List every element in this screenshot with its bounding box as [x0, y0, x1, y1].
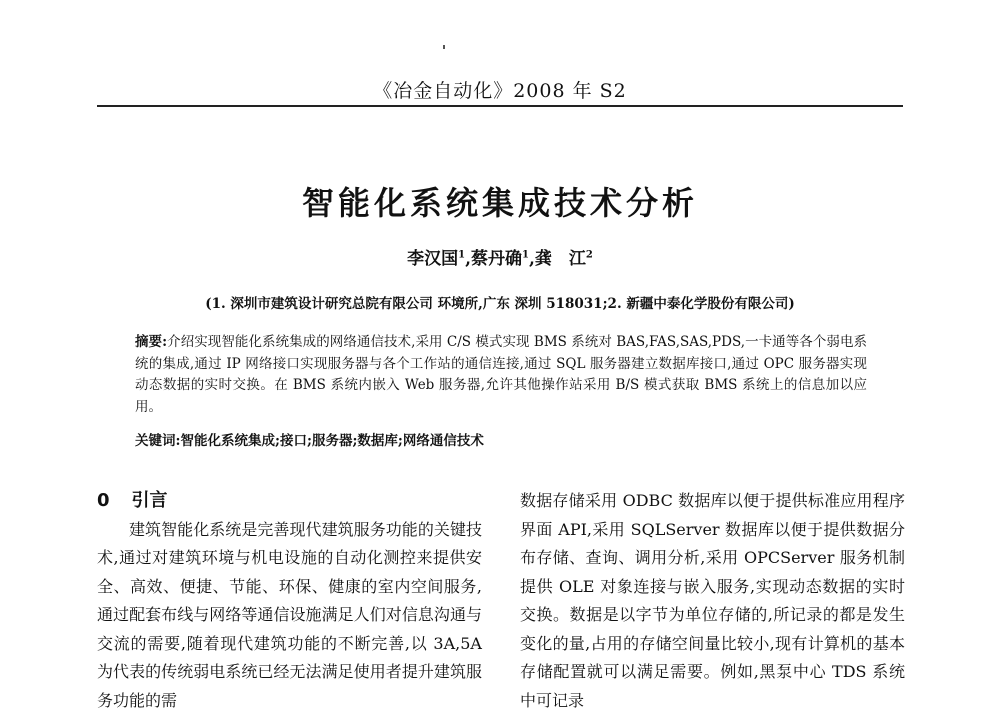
author-separator: , [465, 249, 471, 269]
author-separator: , [529, 249, 535, 269]
section-title: 引言 [132, 490, 168, 511]
author-name: 龚 江 [535, 249, 586, 269]
abstract-label: 摘要: [135, 334, 167, 350]
affiliation: (1. 深圳市建筑设计研究总院有限公司 环境所,广东 深圳 518031;2. 新疆中泰化学股份有限公司) [0, 292, 1000, 312]
abstract-text: 介绍实现智能化系统集成的网络通信技术,采用 C/S 模式实现 BMS 系统对 BAS,FAS,SAS,PDS,一卡通等各个弱电系统的集成,通过 IP 网络接口实现服务器与各个工作站的通信连接,通过 SQL 服务器建立数据库接口,通过 OPC 服务器实现动态数据的实时交换。在 BMS 系统内嵌入 Web 服务器,允许其他操作站采用 B/S 模式获取 BMS 系统上的信息加以应用。 [135, 334, 867, 415]
author-list [0, 244, 1000, 269]
scan-speck [443, 45, 445, 49]
right-column [520, 487, 905, 715]
header-rule [97, 105, 903, 107]
author-affil-marker: 1 [458, 249, 465, 260]
author-affil-marker: 1 [522, 249, 529, 260]
section-number: 0 [97, 490, 110, 511]
author-name: 李汉国 [407, 249, 458, 269]
body-paragraph: 建筑智能化系统是完善现代建筑服务功能的关键技术,通过对建筑环境与机电设施的自动化测控来提供安全、高效、便捷、节能、环保、健康的室内空间服务,通过配套布线与网络等通信设施满足人们对信息沟通与交流的需要,随着现代建筑功能的不断完善,以 3A,5A 为代表的传统弱电系统已经无法满足使用者提升建筑服务功能的需 [97, 516, 482, 715]
journal-header: 《冶金自动化》2008 年 S2 [0, 76, 1000, 103]
author-affil-marker: 2 [586, 249, 593, 260]
keywords-text: 智能化系统集成;接口;服务器;数据库;网络通信技术 [180, 433, 483, 449]
author-name: 蔡丹确 [471, 249, 522, 269]
left-column [97, 487, 482, 715]
abstract [135, 332, 867, 418]
paper-title: 智能化系统集成技术分析 [0, 178, 1000, 224]
keywords [135, 431, 867, 453]
section-heading [97, 487, 482, 516]
body-paragraph: 数据存储采用 ODBC 数据库以便于提供标准应用程序界面 API,采用 SQLServer 数据库以便于提供数据分布存储、查询、调用分析,采用 OPCServer 服务机制提供 OLE 对象连接与嵌入服务,实现动态数据的实时交换。数据是以字节为单位存储的,所记录的都是发生变化的量,占用的存储空间量比较小,现有计算机的基本存储配置就可以满足需要。例如,黑泵中心 TDS 系统中可记录 [520, 487, 905, 715]
keywords-label: 关键词: [135, 433, 180, 449]
